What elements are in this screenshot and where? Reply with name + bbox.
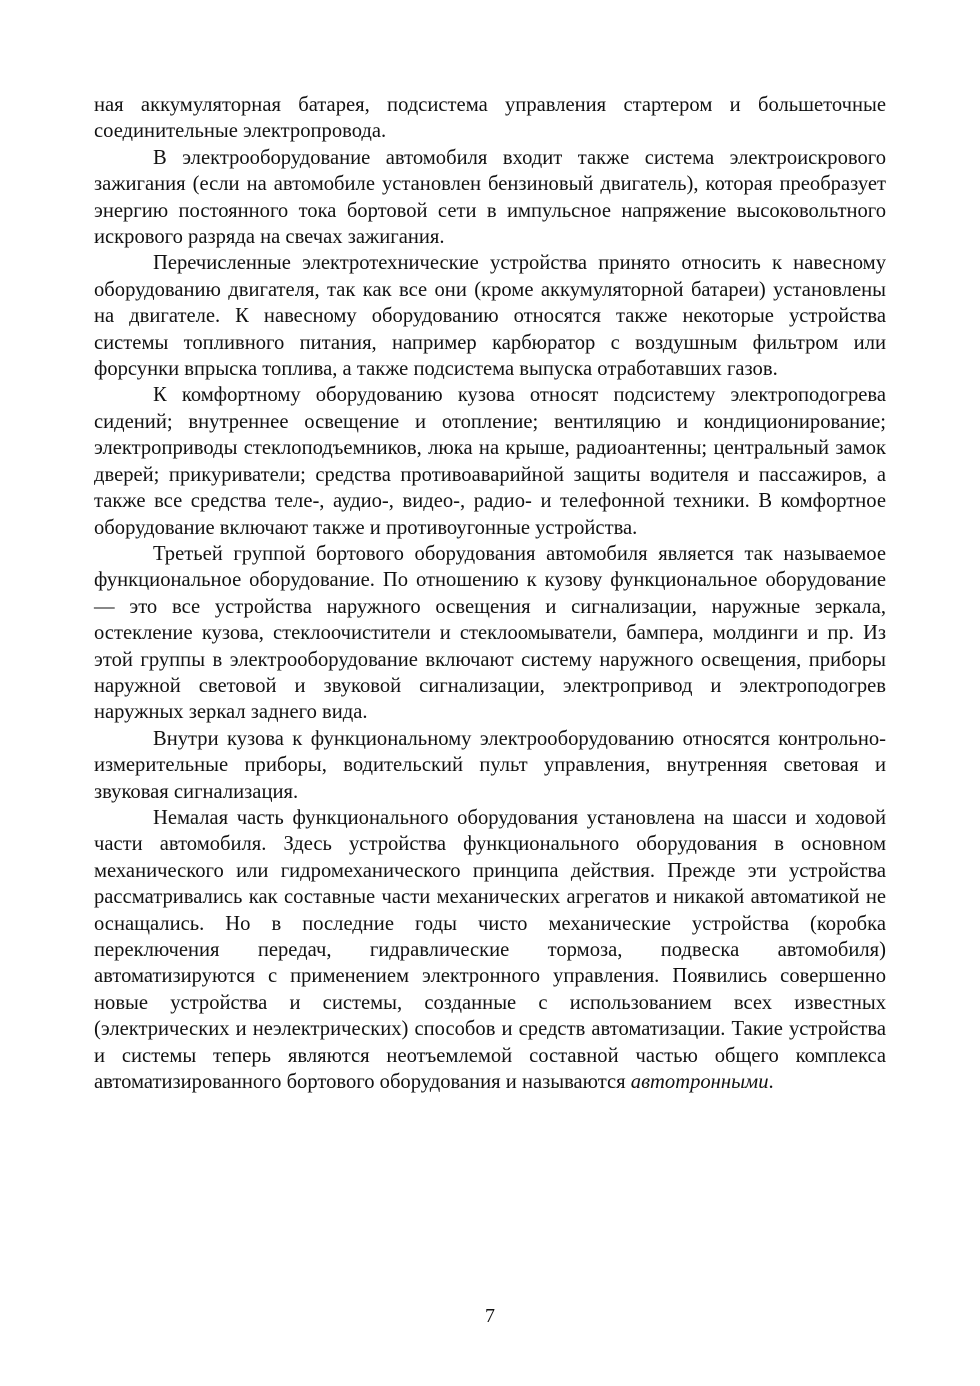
document-body [94,92,886,1095]
term-autotronic: автотронными [630,1071,769,1094]
paragraph-continuation: ная аккумуляторная батарея, подсистема управления стартером и большеточные соединительные электропровода. [94,94,886,143]
paragraph-autotronics-end: . [768,1071,774,1094]
page-number: 7 [485,1305,495,1327]
paragraph-engine-mounted-equipment: Перечисленные электротехнические устройства принято относить к навесному оборудованию двигателя, так как все они (кроме аккумуляторной батареи) установлены на двигателе. К навесному оборудованию относятся также некоторые устройства системы топливного питания, например карбюратор с воздушным фильтром или форсунки впрыска топлива, а также подсистема выпуска отработавших газов. [94,252,886,381]
paragraph-ignition-system: В электрооборудование автомобиля входит также система электроискрового зажигания (если на автомобиле установлен бензиновый двигатель), которая преобразует энергию постоянного тока бортовой сети в импульсное напряжение высоковольтного искрового разряда на свечах зажигания. [94,146,886,249]
paragraph-functional-equipment: Третьей группой бортового оборудования автомобиля является так называемое функциональное оборудование. По отношению к кузову функциональное оборудование — это все устройства наружного освещения и сигнализации, наружные зеркала, остекление кузова, стеклоочистители и стеклоомыватели, бампера, молдинги и пр. Из этой группы в электрооборудование включают систему наружного освещения, приборы наружной световой и звуковой сигнализации, электропривод и электроподогрев наружных зеркал заднего вида. [94,542,886,724]
paragraph-autotronics [94,805,886,1095]
paragraph-interior-functional: Внутри кузова к функциональному электрооборудованию относятся контрольно-измерительные приборы, водительский пульт управления, внутренняя световая и звуковая сигнализация. [94,727,886,803]
paragraph-autotronics-text: Немалая часть функционального оборудования установлена на шасси и ходовой части автомобиля. Здесь устройства функционального оборудования в основном механического или гидромеханического принципа действия. Прежде эти устройства рассматривались как составные части механических агрегатов и никакой автоматикой не оснащались. Но в последние годы чисто механические устройства (коробка переключения передач, гидравлические тормоза, подвеска автомобиля) автоматизируются с применением электронного управления. Появились совершенно новые устройства и системы, созданные с использованием всех известных (электрических и неэлектрических) способов и средств автоматизации. Такие устройства и системы теперь являются неотъемлемой составной частью общего комплекса автоматизированного бортового оборудования и называются [94,806,886,1094]
paragraph-comfort-equipment: К комфортному оборудованию кузова относят подсистему электроподогрева сидений; внутреннее освещение и отопление; вентиляцию и кондиционирование; электроприводы стеклоподъемников, люка на крыше, радиоантенны; центральный замок дверей; прикуриватели; средства противоаварийной защиты водителя и пассажиров, а также все средства теле-, аудио-, видео-, радио- и телефонной техники. В комфортное оборудование включают также и противоугонные устройства. [94,384,886,539]
